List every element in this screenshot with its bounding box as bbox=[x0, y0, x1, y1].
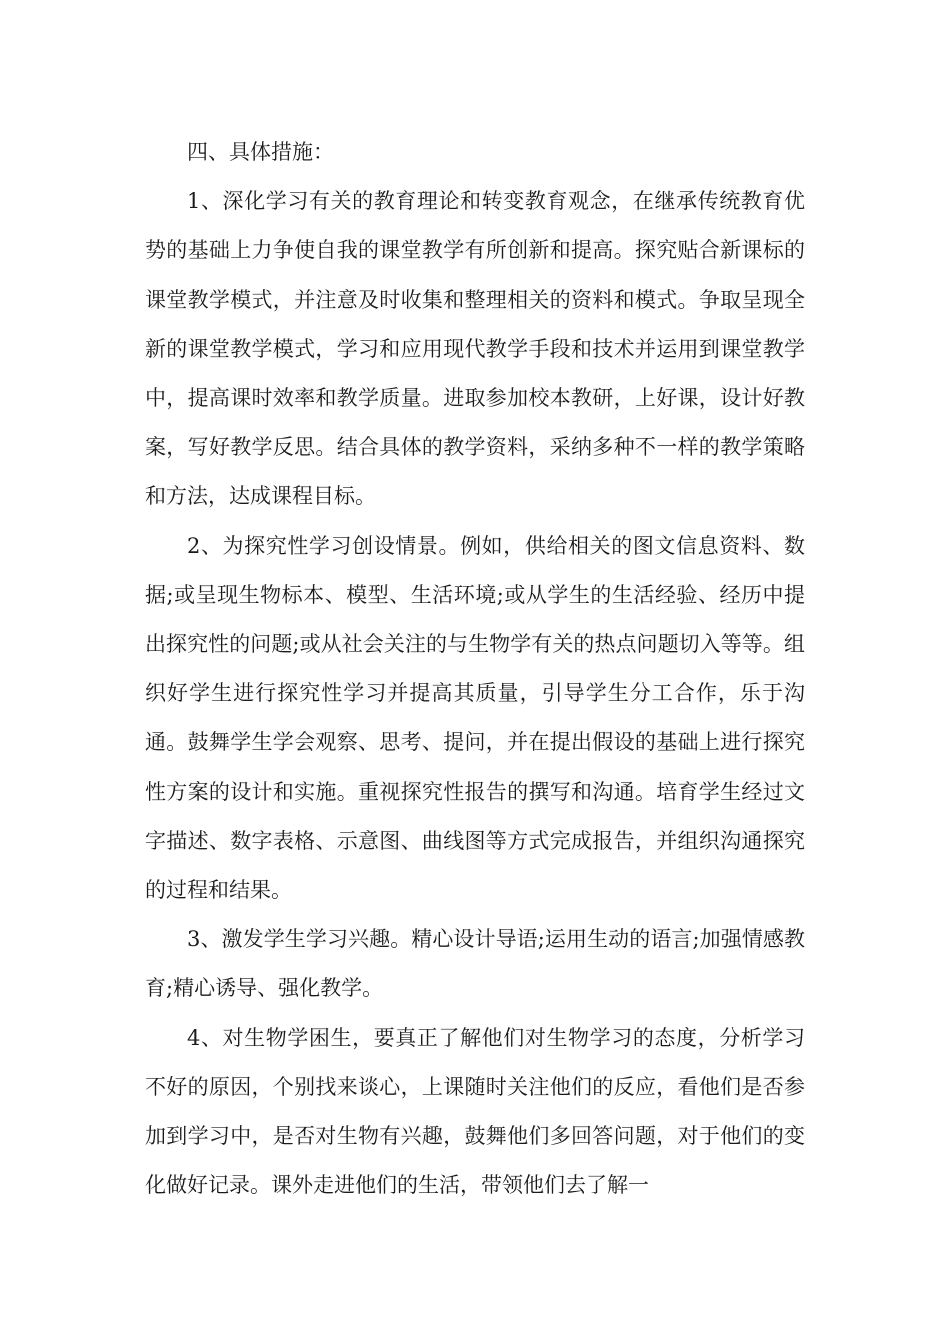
paragraph-measure-2: 2、为探究性学习创设情景。例如，供给相关的图文信息资料、数据;或呈现生物标本、模型、生活环境;或从学生的生活经验、经历中提出探究性的问题;或从社会关注的与生物学有关的热点问题切入等等。组织好学生进行探究性学习并提高其质量，引导学生分工合作，乐于沟通。鼓舞学生学会观察、思考、提问，并在提出假设的基础上进行探究性方案的设计和实施。重视探究性报告的撰写和沟通。培育学生经过文字描述、数字表格、示意图、曲线图等方式完成报告，并组织沟通探究的过程和结果。 bbox=[145, 533, 805, 903]
paragraph-measure-4: 4、对生物学困生，要真正了解他们对生物学习的态度，分析学习不好的原因，个别找来谈心，上课随时关注他们的反应，看他们是否参加到学习中，是否对生物有兴趣，鼓舞他们多回答问题，对于他们的变化做好记录。课外走进他们的生活，带领他们去了解一 bbox=[145, 1025, 805, 1198]
document-body bbox=[145, 128, 805, 1210]
paragraph-measure-3: 3、激发学生学习兴趣。精心设计导语;运用生动的语言;加强情感教育;精心诱导、强化教学。 bbox=[145, 927, 805, 1001]
section-heading: 四、具体措施： bbox=[187, 140, 334, 164]
paragraph-measure-1: 1、深化学习有关的教育理论和转变教育观念，在继承传统教育优势的基础上力争使自我的课堂教学有所创新和提高。探究贴合新课标的课堂教学模式，并注意及时收集和整理相关的资料和模式。争取呈现全新的课堂教学模式，学习和应用现代教学手段和技术并运用到课堂教学中，提高课时效率和教学质量。进取参加校本教研，上好课，设计好教案，写好教学反思。结合具体的教学资料，采纳多种不一样的教学策略和方法，达成课程目标。 bbox=[145, 189, 805, 509]
